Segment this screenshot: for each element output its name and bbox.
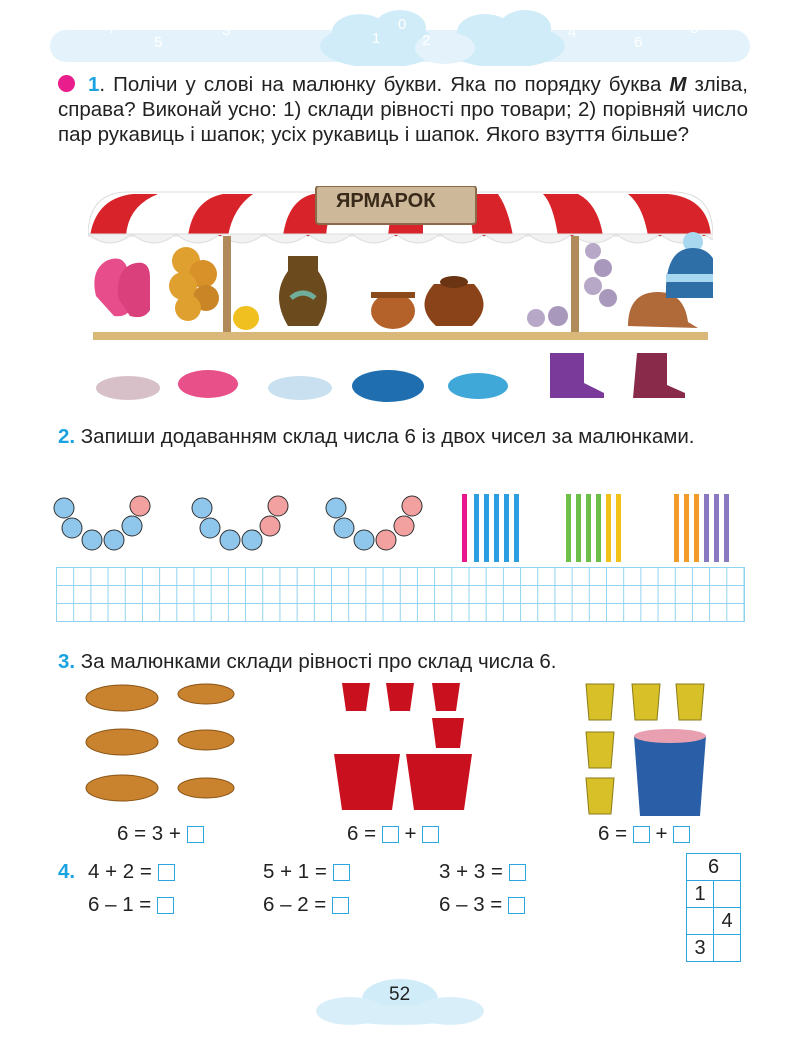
eq-row1-col3: 3 + 3 = (439, 860, 526, 884)
answer-box[interactable] (187, 826, 204, 843)
answer-box[interactable] (509, 864, 526, 881)
answer-box[interactable] (158, 864, 175, 881)
answer-box[interactable] (508, 897, 525, 914)
beads-and-sticks (50, 486, 750, 564)
task2-number: 2. (58, 425, 76, 448)
task1-number: 1 (88, 73, 100, 96)
table-cell: 4 (714, 908, 741, 935)
table-top: 6 (687, 854, 741, 881)
header-digit: 2 (422, 32, 431, 49)
writing-grid[interactable] (56, 567, 745, 622)
eq-row2-col1: 6 – 1 = (88, 893, 174, 917)
eq-row2-col2: 6 – 2 = (263, 893, 349, 917)
task4-number: 4. (58, 860, 76, 883)
eq-row1-col2: 5 + 1 = (263, 860, 350, 884)
eq-bowls: 6 = 3 + (117, 822, 204, 846)
task3-text: 3. За малюнками склади рівності про склад числа 6. (58, 650, 557, 673)
answer-box[interactable] (633, 826, 650, 843)
header-digit: 8 (690, 20, 699, 37)
header-digit: 1 (372, 30, 381, 47)
task1-text: 1. Полічи у слові на малюнку букви. Яка по порядку буква М зліва, справа? Виконай усно: 1) склади рівності про товари; 2) порівняй число пар рукавиць і шапок; усіх рукавиць і шапок. Якого взуття більше? (58, 73, 748, 146)
market-illustration (88, 186, 713, 416)
header-digit: 5 (154, 34, 163, 51)
number-composition-table (686, 853, 741, 962)
answer-box[interactable] (382, 826, 399, 843)
task2-text: 2. Запиши додаванням склад числа 6 із двох чисел за малюнками. (58, 425, 695, 448)
table-cell: 1 (687, 881, 714, 908)
task3-pictures (84, 680, 744, 820)
page-number: 52 (389, 984, 411, 1005)
table-cell: 3 (687, 935, 714, 962)
eq-row2-col3: 6 – 3 = (439, 893, 525, 917)
answer-box[interactable] (157, 897, 174, 914)
table-cell[interactable] (687, 908, 714, 935)
header-digit: 0 (398, 16, 407, 33)
header-digit: 4 (568, 24, 577, 41)
market-sign: ЯРМАРОК (336, 190, 436, 212)
header-digit: 3 (222, 22, 231, 39)
answer-box[interactable] (422, 826, 439, 843)
header-digit: 7 (108, 20, 117, 37)
table-cell[interactable] (714, 881, 741, 908)
letter-m: М (669, 73, 687, 96)
task3-number: 3. (58, 650, 76, 673)
eq-row1-col1: 4 + 2 = (88, 860, 175, 884)
eq-pots: 6 = + (347, 822, 439, 846)
answer-box[interactable] (332, 897, 349, 914)
header-digit: 6 (634, 34, 643, 51)
eq-cups: 6 = + (598, 822, 690, 846)
answer-box[interactable] (673, 826, 690, 843)
table-cell[interactable] (714, 935, 741, 962)
answer-box[interactable] (333, 864, 350, 881)
